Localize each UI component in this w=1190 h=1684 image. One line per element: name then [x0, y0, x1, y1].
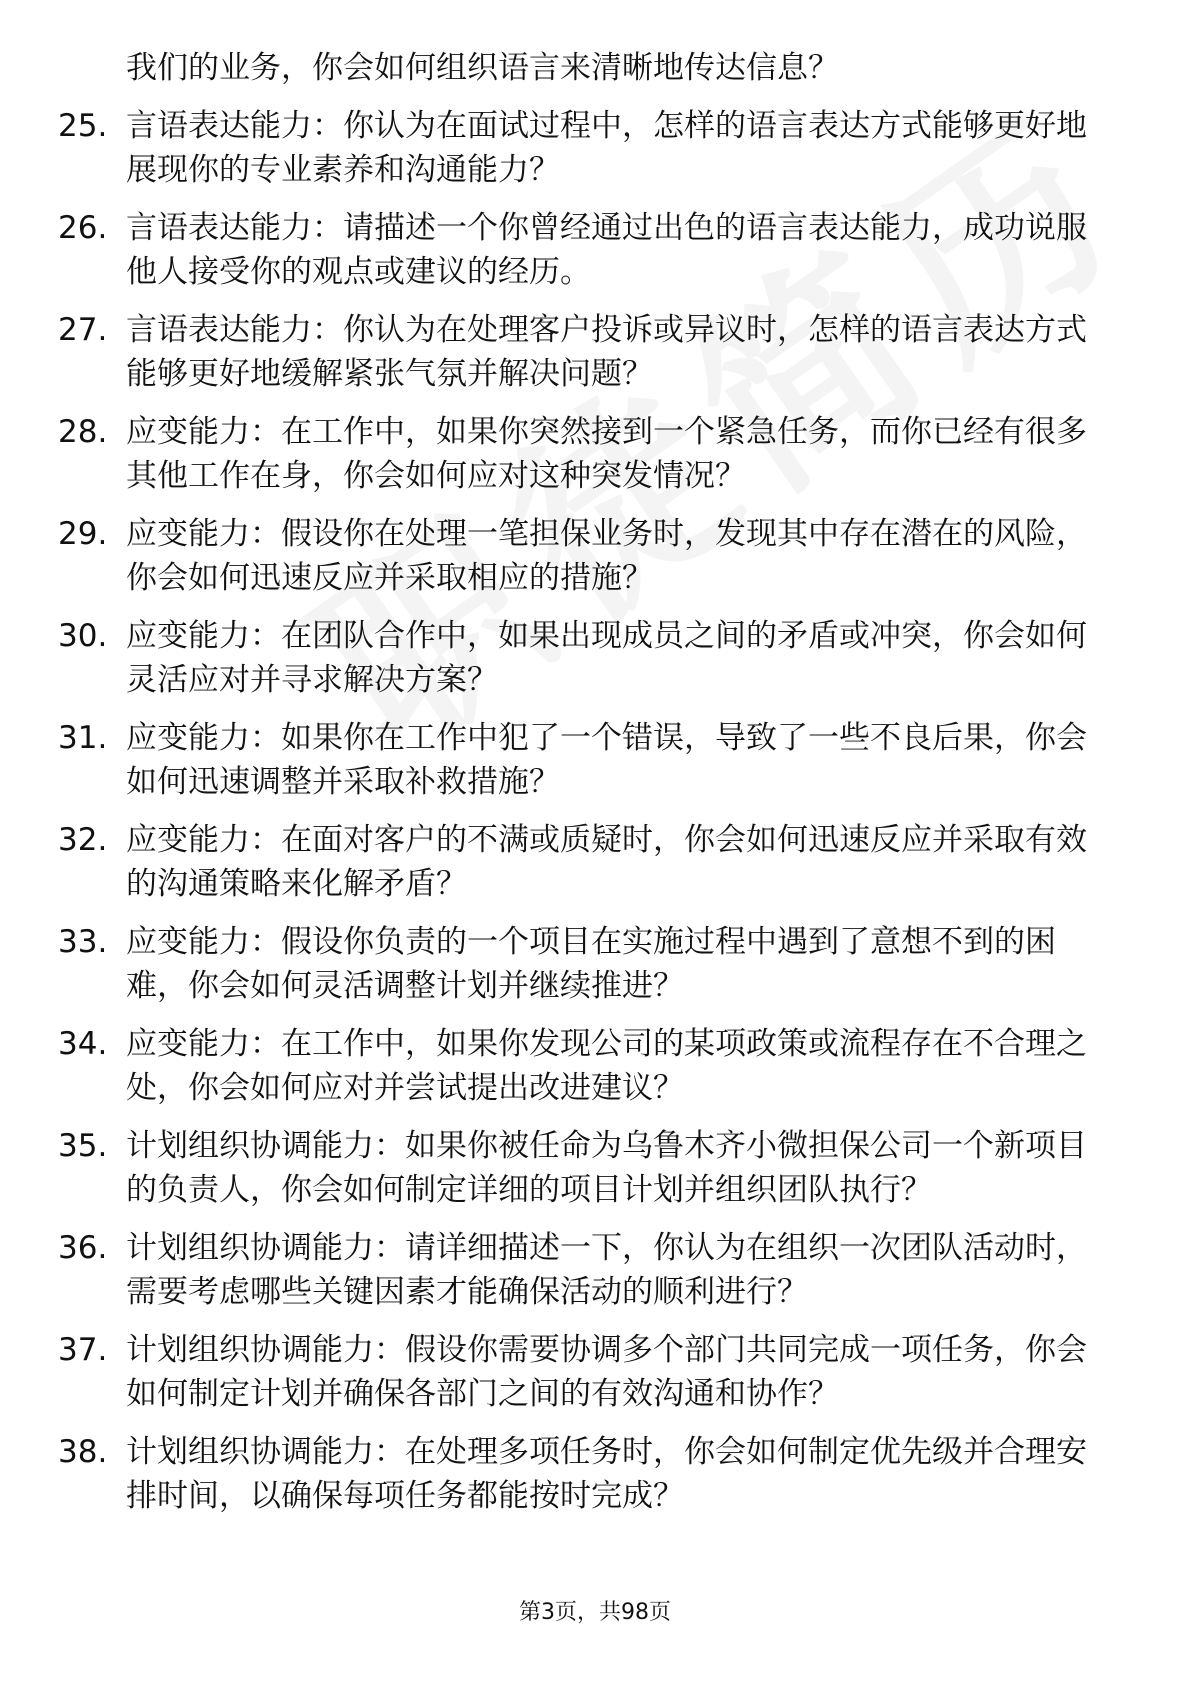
- question-item: [58, 1124, 1118, 1212]
- question-number: 26.: [58, 210, 108, 246]
- question-item: [58, 104, 1118, 192]
- question-text: 言语表达能力：你认为在面试过程中，怎样的语言表达方式能够更好地展现你的专业素养和沟通能力？: [126, 108, 1087, 188]
- question-text: 应变能力：在团队合作中，如果出现成员之间的矛盾或冲突，你会如何灵活应对并寻求解决方案？: [126, 618, 1087, 698]
- question-text: 计划组织协调能力：在处理多项任务时，你会如何制定优先级并合理安排时间，以确保每项任务都能按时完成？: [126, 1434, 1087, 1514]
- question-text: 应变能力：在工作中，如果你发现公司的某项政策或流程存在不合理之处，你会如何应对并尝试提出改进建议？: [126, 1026, 1087, 1106]
- page-number-footer: 第3页，共98页: [519, 1600, 671, 1625]
- question-item: [58, 1430, 1118, 1518]
- question-text: 应变能力：假设你负责的一个项目在实施过程中遇到了意想不到的困难，你会如何灵活调整计划并继续推进？: [126, 924, 1056, 1004]
- question-item: [58, 1328, 1118, 1416]
- question-item: [58, 614, 1118, 702]
- question-item: [58, 716, 1118, 804]
- question-number: 34.: [58, 1026, 108, 1062]
- question-number: 27.: [58, 312, 108, 348]
- question-item: [58, 1022, 1118, 1110]
- question-number: 37.: [58, 1332, 108, 1368]
- question-item: [58, 920, 1118, 1008]
- question-number: 36.: [58, 1230, 108, 1266]
- question-number: 29.: [58, 516, 108, 552]
- question-number: 33.: [58, 924, 108, 960]
- question-number: 35.: [58, 1128, 108, 1164]
- question-text: 应变能力：如果你在工作中犯了一个错误，导致了一些不良后果，你会如何迅速调整并采取补救措施？: [126, 720, 1087, 800]
- question-number: 28.: [58, 414, 108, 450]
- question-text: 计划组织协调能力：假设你需要协调多个部门共同完成一项任务，你会如何制定计划并确保各部门之间的有效沟通和协作？: [126, 1332, 1087, 1412]
- question-item: [58, 818, 1118, 906]
- question-item: [58, 1226, 1118, 1314]
- question-text: 应变能力：在工作中，如果你突然接到一个紧急任务，而你已经有很多其他工作在身，你会如何应对这种突发情况？: [126, 414, 1087, 494]
- question-number: 32.: [58, 822, 108, 858]
- question-text: 应变能力：在面对客户的不满或质疑时，你会如何迅速反应并采取有效的沟通策略来化解矛盾？: [126, 822, 1087, 902]
- question-item: [58, 512, 1118, 600]
- question-number: 25.: [58, 108, 108, 144]
- continuation-text: 我们的业务，你会如何组织语言来清晰地传达信息？: [126, 50, 839, 86]
- question-item: [58, 206, 1118, 294]
- question-text: 计划组织协调能力：如果你被任命为乌鲁木齐小微担保公司一个新项目的负责人，你会如何制定详细的项目计划并组织团队执行？: [126, 1128, 1087, 1208]
- question-number: 30.: [58, 618, 108, 654]
- question-list: [58, 46, 1118, 1532]
- question-text: 计划组织协调能力：请详细描述一下，你认为在组织一次团队活动时，需要考虑哪些关键因素才能确保活动的顺利进行？: [126, 1230, 1087, 1310]
- question-item: [58, 410, 1118, 498]
- question-item: [58, 308, 1118, 396]
- question-text: 言语表达能力：请描述一个你曾经通过出色的语言表达能力，成功说服他人接受你的观点或建议的经历。: [126, 210, 1087, 290]
- question-number: 38.: [58, 1434, 108, 1470]
- question-number: 31.: [58, 720, 108, 756]
- question-text: 应变能力：假设你在处理一笔担保业务时，发现其中存在潜在的风险，你会如何迅速反应并采取相应的措施？: [126, 516, 1087, 596]
- question-text: 言语表达能力：你认为在处理客户投诉或异议时，怎样的语言表达方式能够更好地缓解紧张气氛并解决问题？: [126, 312, 1087, 392]
